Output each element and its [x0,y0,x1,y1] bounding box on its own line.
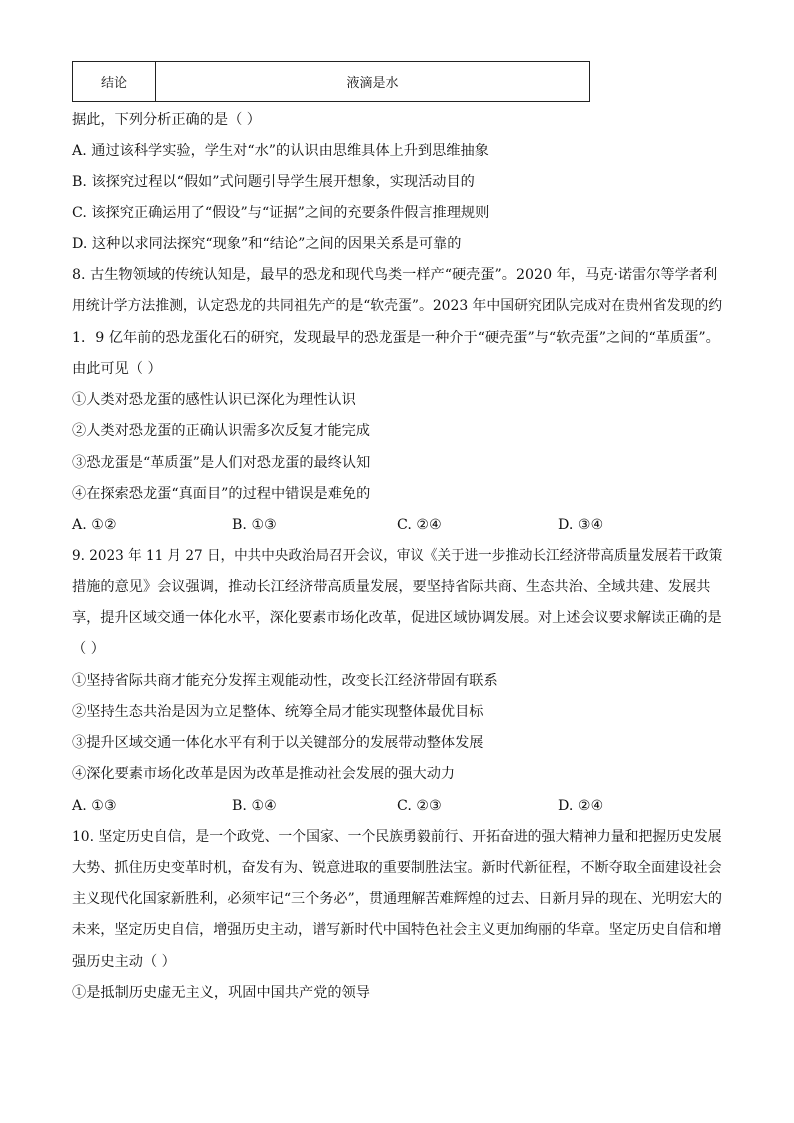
q9-line-3: 享，提升区域交通一体化水平，深化要素市场化改革，促进区域协调发展。对上述会议要求解读正确的是 [72,610,722,626]
q8-line-4: 由此可见（ ） [72,361,162,377]
q8-choice-a: A. ①② [72,517,117,533]
q8-line-3: 1．9 亿年前的恐龙蛋化石的研究，发现最早的恐龙蛋是一种介于“硬壳蛋”与“软壳蛋”之间的“革质蛋”。 [72,330,720,346]
q7-option-c: C. 该探究正确运用了“假设”与“证据”之间的充要条件假言推理规则 [72,205,490,221]
q9-choice-c: C. ②③ [397,798,442,814]
q8-statement-1: ①人类对恐龙蛋的感性认识已深化为理性认识 [72,392,356,408]
table-value: 液滴是水 [346,76,399,91]
q10-line-2: 大势、抓住历史变革时机，奋发有为、锐意进取的重要制胜法宝。新时代新征程，不断夺取全面建设社会 [72,860,722,876]
q10-line-1: 10. 坚定历史自信，是一个政党、一个国家、一个民族勇毅前行、开拓奋进的强大精神力量和把握历史发展 [72,829,722,845]
q8-choice-c: C. ②④ [397,517,442,533]
q7-stem: 据此，下列分析正确的是（ ） [72,112,261,128]
q8-statement-2: ②人类对恐龙蛋的正确认识需多次反复才能完成 [72,423,370,439]
q7-option-b: B. 该探究过程以“假如”式问题引导学生展开想象，实现活动目的 [72,174,475,190]
q8-choice-d: D. ③④ [558,517,604,533]
q9-line-2: 措施的意见》会议强调，推动长江经济带高质量发展，要坚持省际共商、生态共治、全域共建、发展共 [72,579,711,595]
q10-line-3: 主义现代化国家新胜利，必须牢记“三个务必”，贯通理解苦难辉煌的过去、日新月异的现在、光明宏大的 [72,891,722,907]
q9-line-1: 9. 2023 年 11 月 27 日，中共中央政治局召开会议，审议《关于进一步推动长江经济带高质量发展若干政策 [72,548,723,564]
q8-choice-b: B. ①③ [232,517,277,533]
q9-statement-2: ②坚持生态共治是因为立足整体、统筹全局才能实现整体最优目标 [72,704,484,720]
conclusion-table [72,61,590,102]
table-label: 结论 [73,62,156,101]
q9-statement-4: ④深化要素市场化改革是因为改革是推动社会发展的强大动力 [72,766,456,782]
q9-choice-a: A. ①③ [72,798,117,814]
q7-option-a: A. 通过该科学实验，学生对“水”的认识由思维具体上升到思维抽象 [72,143,489,159]
q9-choice-b: B. ①④ [232,798,277,814]
q7-option-d: D. 这种以求同法探究“现象”和“结论”之间的因果关系是可靠的 [72,236,462,252]
q9-line-4: （ ） [72,641,105,657]
q9-statement-1: ①坚持省际共商才能充分发挥主观能动性，改变长江经济带固有联系 [72,673,498,689]
q10-statement-1: ①是抵制历史虚无主义，巩固中国共产党的领导 [72,985,370,1001]
q8-statement-3: ③恐龙蛋是“革质蛋”是人们对恐龙蛋的最终认知 [72,455,371,471]
q8-line-1: 8. 古生物领域的传统认知是，最早的恐龙和现代鸟类一样产“硬壳蛋”。2020 年，马克·诺雷尔等学者利 [72,267,718,283]
q8-statement-4: ④在探索恐龙蛋“真面目”的过程中错误是难免的 [72,486,371,502]
q9-statement-3: ③提升区域交通一体化水平有利于以关键部分的发展带动整体发展 [72,735,484,751]
q10-line-5: 强历史主动（ ） [72,954,176,970]
q10-line-4: 未来，坚定历史自信，增强历史主动，谱写新时代中国特色社会主义更加绚丽的华章。坚定历史自信和增 [72,922,722,938]
q9-choice-d: D. ②④ [558,798,604,814]
q8-line-2: 用统计学方法推测，认定恐龙的共同祖先产的是“软壳蛋”。2023 年中国研究团队完成对在贵州省发现的约 [72,298,723,314]
